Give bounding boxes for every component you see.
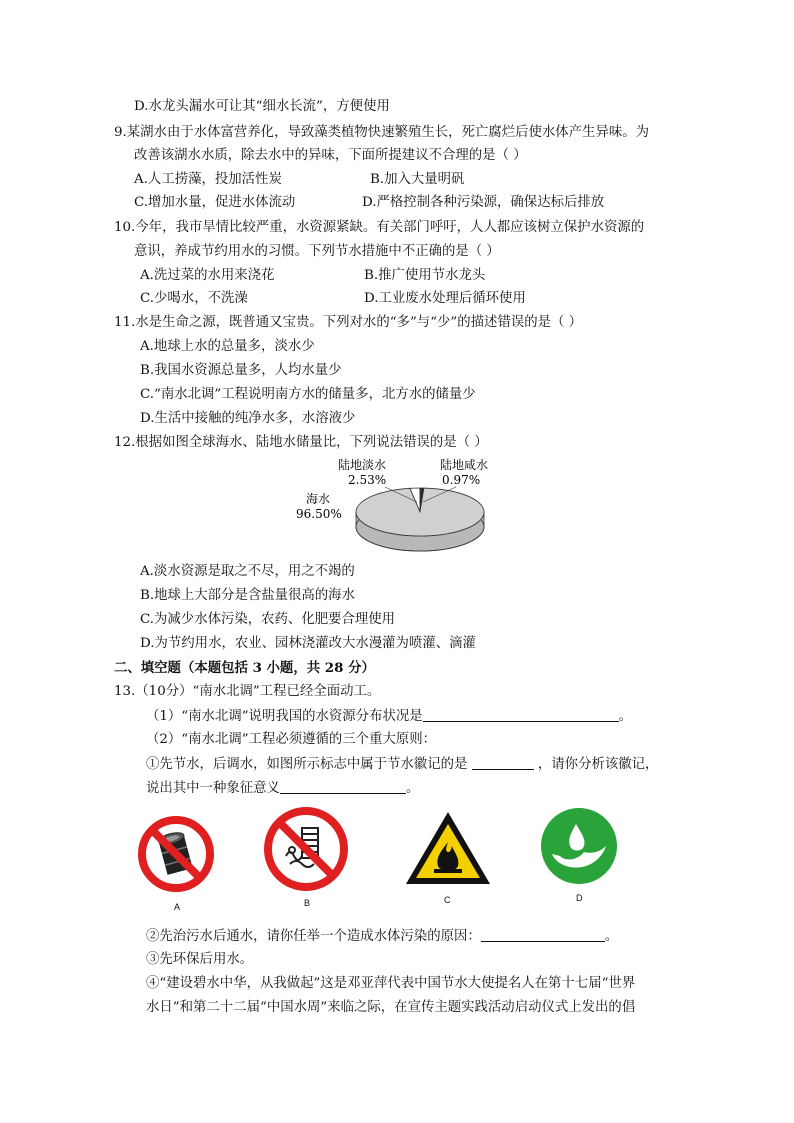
- q13-part2a-text2: ，请你分析该徽记，: [537, 757, 659, 772]
- q10-option-c: C.少喝水，不洗澡: [140, 291, 248, 306]
- q12-option-c: C.为减少水体污染，农药、化肥要合理使用: [140, 612, 396, 627]
- q13-part2b-end: 。: [604, 929, 619, 944]
- q13-part1-end: 。: [618, 709, 633, 724]
- q8-option-d: D.水龙头漏水可让其“细水长流”，方便使用: [134, 99, 390, 114]
- q13-part2c: ③先环保后用水。: [146, 952, 254, 967]
- q9-option-c: C.增加水量，促进水体流动: [134, 195, 296, 210]
- q12-stem: 12.根据如图全球海水、陆地水储量比，下列说法错误的是（ ）: [114, 435, 488, 450]
- q12-option-a: A.淡水资源是取之不尽，用之不竭的: [140, 564, 355, 579]
- q13-part2a-end: 。: [405, 781, 420, 796]
- sign-c-caption: C: [444, 895, 451, 905]
- q10-stem-line1: 10.今年，我市旱情比较严重，水资源紧缺。有关部门呼吁，人人都应该树立保护水资源的: [114, 220, 645, 235]
- q9-stem-line1: 9.某湖水由于水体富营养化，导致藻类植物快速繁殖生长，死亡腐烂后使水体产生异味。为: [114, 125, 650, 140]
- label-saltland-name: 陆地咸水: [440, 458, 489, 472]
- q11-option-d: D.生活中接触的纯净水多，水溶液少: [140, 411, 356, 426]
- label-sea-name: 海水: [306, 492, 331, 506]
- q13-part2b: [146, 927, 618, 946]
- q9-option-d: D.严格控制各种污染源，确保达标后排放: [362, 195, 605, 210]
- sign-a-caption: A: [174, 902, 181, 912]
- q10-option-d: D.工业废水处理后循环使用: [364, 291, 526, 306]
- sign-a-no-oil-barrel-icon: [136, 814, 216, 894]
- q11-stem: 11.水是生命之源，既普通又宝贵。下列对水的“多”与“少”的描述错误的是（ ）: [114, 315, 583, 330]
- q13-part2a-line2: [146, 779, 419, 798]
- q13-part2a-meaning-blank[interactable]: [280, 779, 406, 794]
- q13-part2b-answer-blank[interactable]: [481, 927, 605, 942]
- q12-option-b: B.地球上大部分是含盐量很高的海水: [140, 588, 355, 603]
- q11-option-c: C.“南水北调”工程说明南方水的储量多，北方水的储量少: [140, 387, 476, 402]
- q13-part2: （2）“南水北调”工程必须遵循的三个重大原则：: [146, 732, 437, 747]
- sign-d-water-saving-emblem-icon: [538, 806, 620, 886]
- label-sea-value: 96.50%: [296, 507, 342, 521]
- q10-option-b: B.推广使用节水龙头: [364, 268, 486, 283]
- q9-option-a: A.人工捞藻，投加活性炭: [134, 172, 282, 187]
- q13-part1-text: （1）“南水北调”说明我国的水资源分布状况是: [146, 709, 423, 724]
- q13-part1: [146, 707, 632, 726]
- sign-d-caption: D: [576, 893, 583, 903]
- q11-option-b: B.我国水资源总量多，人均水量少: [140, 363, 342, 378]
- q13-part2a-text3: 说出其中一种象征意义: [146, 781, 280, 796]
- q12-option-d: D.为节约用水，农业、园林浇灌改大水漫灌为喷灌、滴灌: [140, 636, 476, 651]
- label-freshwater-value: 2.53%: [348, 473, 387, 487]
- sign-c-flammable-warning-icon: [402, 808, 494, 888]
- sign-b-no-dumping-icon: [262, 806, 350, 892]
- q13-part1-answer-blank[interactable]: [423, 707, 619, 722]
- q11-option-a: A.地球上水的总量多，淡水少: [140, 339, 315, 354]
- q10-option-a: A.洗过菜的水用来浇花: [140, 268, 275, 283]
- q9-option-b: B.加入大量明矾: [370, 172, 465, 187]
- q13-part2a-text1: ①先节水，后调水，如图所示标志中属于节水徽记的是: [146, 757, 468, 772]
- q13-part2a-line1: [146, 755, 658, 774]
- q13-part2a-answer-blank[interactable]: [472, 755, 534, 770]
- section-2-title: 二、填空题（本题包括 3 小题，共 28 分）: [114, 660, 375, 676]
- sign-b-caption: B: [304, 898, 311, 908]
- q13-part2d-line2: 水日”和第二十二届“中国水周”来临之际，在宣传主题实践活动启动仪式上发出的倡: [146, 1000, 636, 1015]
- q13-part2d-line1: ④“建设碧水中华，从我做起”这是邓亚萍代表中国节水大使提名人在第十七届“世界: [146, 976, 636, 991]
- q13-part2b-text: ②先治污水后通水，请你任举一个造成水体污染的原因：: [146, 929, 481, 944]
- label-saltland-value: 0.97%: [442, 473, 481, 487]
- q13-stem: 13.（10分）“南水北调”工程已经全面动工。: [114, 684, 381, 699]
- q10-stem-line2: 意识，养成节约用水的习惯。下列节水措施中不正确的是（ ）: [134, 244, 500, 259]
- q9-stem-line2: 改善该湖水水质，除去水中的异味，下面所提建议不合理的是（ ）: [134, 148, 527, 163]
- water-storage-pie-chart: [290, 452, 510, 560]
- label-freshwater-name: 陆地淡水: [338, 458, 387, 472]
